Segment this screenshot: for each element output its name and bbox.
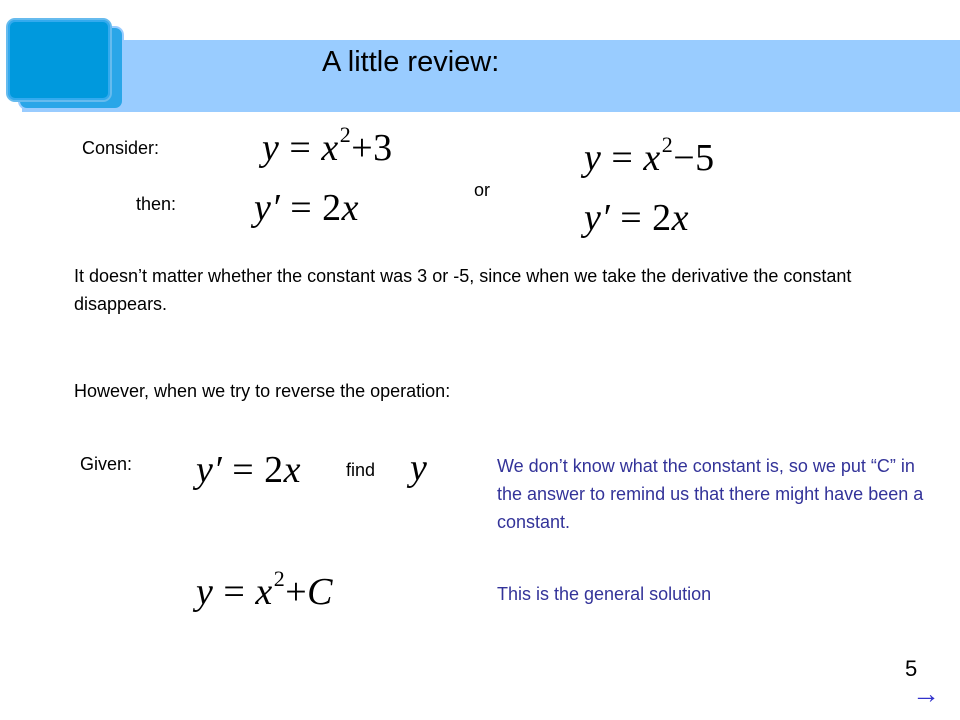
find-y: y xyxy=(410,447,428,489)
or-label: or xyxy=(474,180,491,200)
deriv1-lhs: y′ xyxy=(254,187,281,229)
find-variable xyxy=(410,446,427,490)
deriv2-equals: = xyxy=(620,197,643,239)
general-plus: + xyxy=(285,571,308,613)
eq2-base: x xyxy=(643,137,661,179)
paragraph-constant-disappears: It doesn’t matter whether the constant was 3 or -5, since when we take the derivative the constant disappears. xyxy=(74,266,852,314)
general-base: x xyxy=(255,571,273,613)
eq2-exponent: 2 xyxy=(661,132,674,157)
deriv1-var: x xyxy=(341,187,359,229)
given-label: Given: xyxy=(80,454,133,474)
eq1-equals: = xyxy=(289,127,312,169)
find-label: find xyxy=(346,460,376,480)
derivative-2 xyxy=(584,196,689,240)
equation-y-x2-plus-3 xyxy=(262,122,393,170)
page-number: 5 xyxy=(905,656,918,681)
derivative-1 xyxy=(254,186,359,230)
given-coef: 2 xyxy=(264,449,284,491)
general-solution-label: This is the general solution xyxy=(497,584,712,604)
general-lhs: y xyxy=(196,571,214,613)
slide-title: A little review: xyxy=(322,46,500,78)
deriv1-coef: 2 xyxy=(322,187,342,229)
given-derivative xyxy=(196,448,301,492)
eq2-lhs: y xyxy=(584,137,602,179)
eq1-lhs: y xyxy=(262,127,280,169)
then-label: then: xyxy=(136,194,177,214)
header-decoration-square xyxy=(6,18,112,102)
consider-label: Consider: xyxy=(82,138,160,158)
eq1-rest: +3 xyxy=(351,127,393,169)
deriv2-coef: 2 xyxy=(652,197,672,239)
eq1-base: x xyxy=(321,127,339,169)
general-constant: C xyxy=(307,571,333,613)
explanation-text: We don’t know what the constant is, so we put “C” in the answer to remind us that there might have been a constant. xyxy=(497,456,924,532)
given-var: x xyxy=(283,449,301,491)
deriv1-equals: = xyxy=(290,187,313,229)
given-equals: = xyxy=(232,449,255,491)
deriv2-lhs: y′ xyxy=(584,197,611,239)
general-equals: = xyxy=(223,571,246,613)
next-arrow-icon[interactable]: → xyxy=(912,678,940,709)
general-solution-equation xyxy=(196,566,333,614)
given-lhs: y′ xyxy=(196,449,223,491)
eq2-equals: = xyxy=(611,137,634,179)
deriv2-var: x xyxy=(671,197,689,239)
eq2-rest: −5 xyxy=(673,137,715,179)
paragraph-reverse-operation: However, when we try to reverse the operation: xyxy=(74,381,451,401)
eq1-exponent: 2 xyxy=(339,122,352,147)
equation-y-x2-minus-5 xyxy=(584,132,715,180)
general-exponent: 2 xyxy=(273,566,286,591)
